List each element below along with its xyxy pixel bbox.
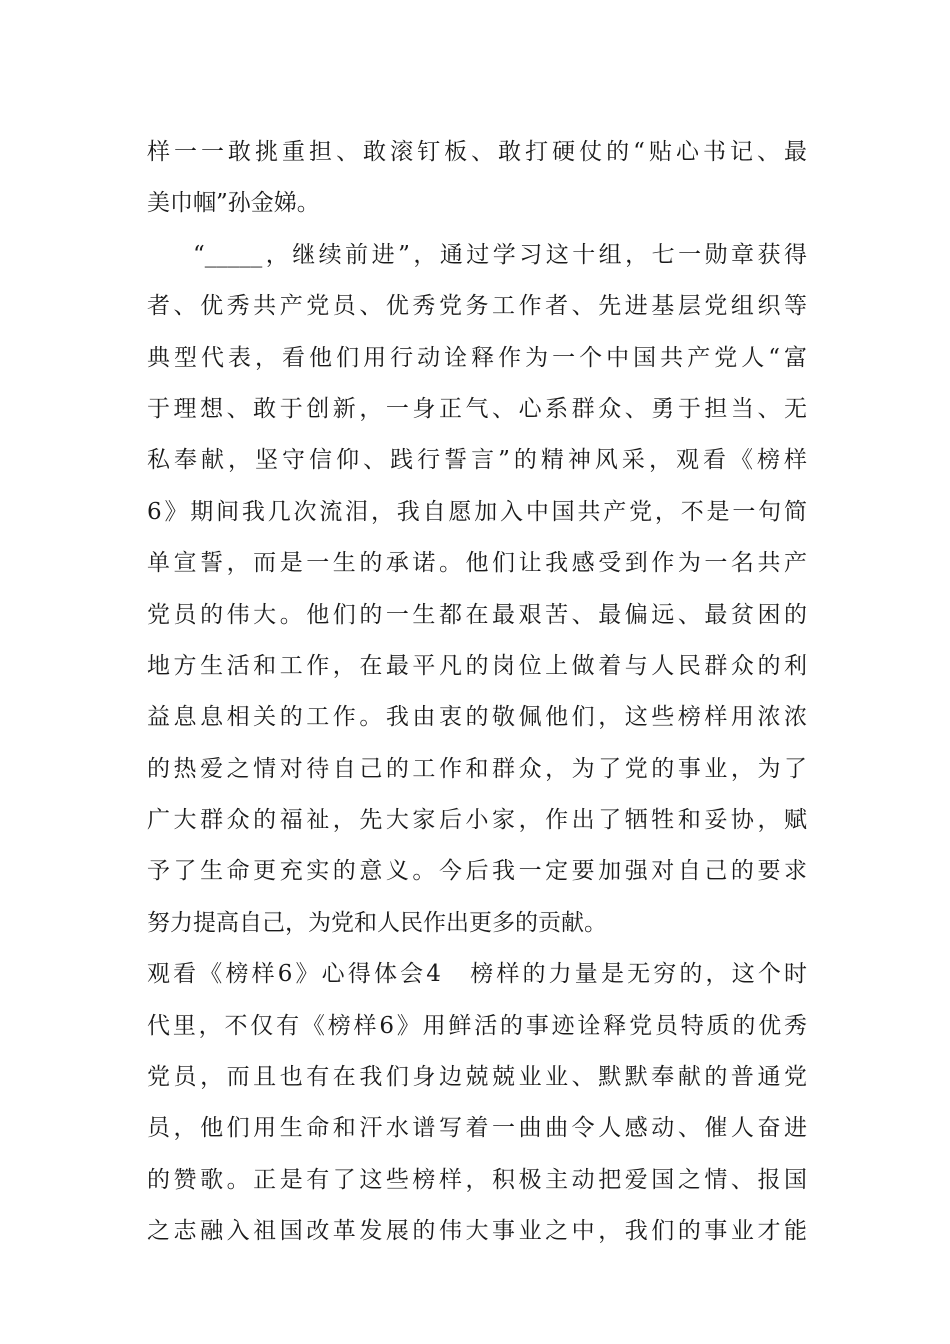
text-line: 益息息相关的工作。我由衷的敬佩他们，这些榜样用浓浓 [147, 704, 807, 731]
text-line: 者、优秀共产党员、优秀党务工作者、先进基层党组织等 [147, 293, 807, 320]
section-heading-line: 观看《榜样6》心得体会4 榜样的力量是无穷的，这个时 [147, 961, 807, 988]
text-line: 6》期间我几次流泪，我自愿加入中国共产党，不是一句简 [147, 498, 807, 525]
text-line: 于理想、敢于创新，一身正气、心系群众、勇于担当、无 [147, 395, 807, 422]
text-line: 地方生活和工作，在最平凡的岗位上做着与人民群众的利 [147, 652, 807, 679]
text-line: 美巾帼”孙金娣。 [147, 190, 320, 217]
text-line: 努力提高自己，为党和人民作出更多的贡献。 [147, 909, 607, 936]
text-line: 予了生命更充实的意义。今后我一定要加强对自己的要求 [147, 858, 807, 885]
text-line: 代里，不仅有《榜样6》用鲜活的事迹诠释党员特质的优秀 [147, 1012, 807, 1039]
text-line: 私奉献，坚守信仰、践行誓言”的精神风采，观看《榜样 [147, 447, 807, 474]
paragraph-first-line: “_____，继续前进”，通过学习这十组，七一勋章获得 [193, 241, 807, 268]
text-line: 党员，而且也有在我们身边兢兢业业、默默奉献的普通党 [147, 1064, 807, 1091]
text-line: 党员的伟大。他们的一生都在最艰苦、最偏远、最贫困的 [147, 601, 807, 628]
body-text [147, 127, 807, 1258]
text-line: 的热爱之情对待自己的工作和群众，为了党的事业，为了 [147, 755, 807, 782]
text-line: 的赞歌。正是有了这些榜样，积极主动把爱国之情、报国 [147, 1166, 807, 1193]
text-line: 典型代表，看他们用行动诠释作为一个中国共产党人“富 [147, 344, 807, 371]
text-line: 之志融入祖国改革发展的伟大事业之中，我们的事业才能 [147, 1218, 807, 1245]
text-line: 员，他们用生命和汗水谱写着一曲曲令人感动、催人奋进 [147, 1115, 807, 1142]
text-line: 单宣誓，而是一生的承诺。他们让我感受到作为一名共产 [147, 550, 807, 577]
text-line: 样一一敢挑重担、敢滚钉板、敢打硬仗的“贴心书记、最 [147, 139, 807, 165]
text-line: 广大群众的福祉，先大家后小家，作出了牺牲和妥协，赋 [147, 807, 807, 834]
